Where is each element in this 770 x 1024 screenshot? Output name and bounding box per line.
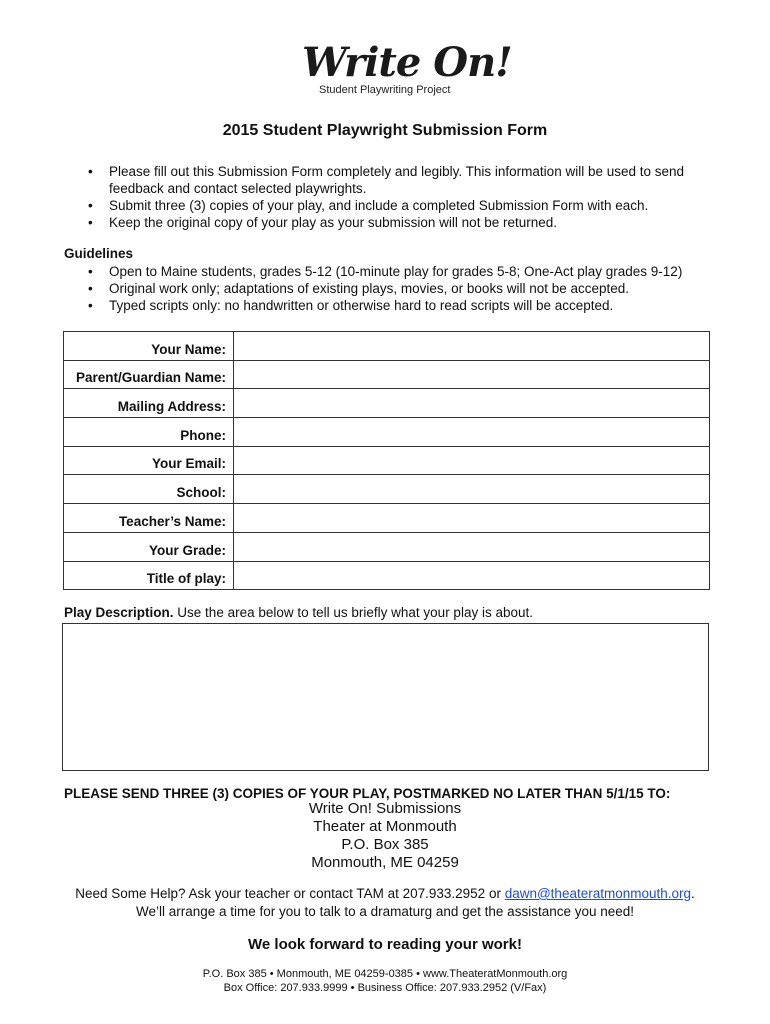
footer (0, 967, 770, 995)
guideline-bullet: • Open to Maine students, grades 5-12 (10-minute play for grades 5-8; One-Act play grades 9-12) (88, 263, 718, 280)
student-info-table (63, 331, 710, 590)
footer-address-line: P.O. Box 385 • Monmouth, ME 04259-0385 • www.TheateratMonmouth.org (202, 968, 568, 980)
footer-phone-line: Box Office: 207.933.9999 • Business Office: 207.933.2952 (V/Fax) (223, 982, 547, 994)
title-of-play-field[interactable] (234, 561, 710, 590)
play-description-box[interactable] (62, 623, 709, 771)
school-field[interactable] (234, 475, 710, 504)
address-line: P.O. Box 385 (341, 836, 429, 853)
parent-guardian-name-field[interactable] (234, 360, 710, 389)
help-line-1-text: Need Some Help? Ask your teacher or contact TAM at 207.933.2952 or (75, 886, 505, 901)
table-row (64, 332, 710, 361)
table-row (64, 446, 710, 475)
parent-guardian-name-label: Parent/Guardian Name: (64, 360, 234, 389)
phone-label: Phone: (64, 418, 234, 447)
help-line-2: We’ll arrange a time for you to talk to a dramaturg and get the assistance you need! (135, 904, 635, 919)
write-on-logo (300, 39, 512, 100)
address-line: Write On! Submissions (308, 800, 462, 817)
table-row (64, 561, 710, 590)
guideline-bullet: • Typed scripts only: no handwritten or otherwise hard to read scripts will be accepted. (88, 297, 718, 314)
play-description-label (64, 605, 533, 620)
play-description-label-bold: Play Description. (64, 605, 174, 620)
intro-bullet: • Keep the original copy of your play as your submission will not be returned. (88, 214, 718, 231)
send-instructions: PLEASE SEND THREE (3) COPIES OF YOUR PLAY, POSTMARKED NO LATER THAN 5/1/15 TO: (64, 786, 671, 801)
help-text (0, 885, 770, 921)
help-line-1 (0, 885, 770, 903)
your-grade-field[interactable] (234, 532, 710, 561)
table-row (64, 475, 710, 504)
table-row (64, 532, 710, 561)
title-of-play-label: Title of play: (64, 561, 234, 590)
mailing-address-block (0, 800, 770, 872)
contact-email-link[interactable]: dawn@theateratmonmouth.org (504, 886, 692, 901)
address-line: Theater at Monmouth (313, 818, 457, 835)
your-name-field[interactable] (234, 332, 710, 361)
your-email-field[interactable] (234, 446, 710, 475)
guidelines-heading: Guidelines (64, 246, 134, 261)
table-row (64, 504, 710, 533)
intro-bullet: • Please fill out this Submission Form completely and legibly. This information will be used to send feedback and contact selected playwrights. (88, 163, 718, 197)
guidelines-list (88, 263, 718, 314)
intro-bullet: • Submit three (3) copies of your play, and include a completed Submission Form with each. (88, 197, 718, 214)
play-description-label-text: Use the area below to tell us briefly what your play is about. (173, 605, 533, 620)
table-row (64, 360, 710, 389)
your-name-label: Your Name: (64, 332, 234, 361)
teachers-name-label: Teacher’s Name: (64, 504, 234, 533)
help-line-1-end: . (691, 886, 695, 901)
teachers-name-field[interactable] (234, 504, 710, 533)
table-row (64, 418, 710, 447)
page-title: 2015 Student Playwright Submission Form (222, 122, 548, 139)
guideline-bullet: • Original work only; adaptations of existing plays, movies, or books will not be accepted. (88, 280, 718, 297)
mailing-address-label: Mailing Address: (64, 389, 234, 418)
phone-field[interactable] (234, 418, 710, 447)
table-row (64, 389, 710, 418)
closing-message: We look forward to reading your work! (248, 936, 522, 953)
intro-list (88, 163, 718, 231)
your-email-label: Your Email: (64, 446, 234, 475)
logo-tagline: Student Playwriting Project (319, 84, 451, 96)
mailing-address-field[interactable] (234, 389, 710, 418)
logo-wordmark: Write On! (302, 39, 512, 86)
your-grade-label: Your Grade: (64, 532, 234, 561)
address-line: Monmouth, ME 04259 (311, 854, 459, 871)
school-label: School: (64, 475, 234, 504)
